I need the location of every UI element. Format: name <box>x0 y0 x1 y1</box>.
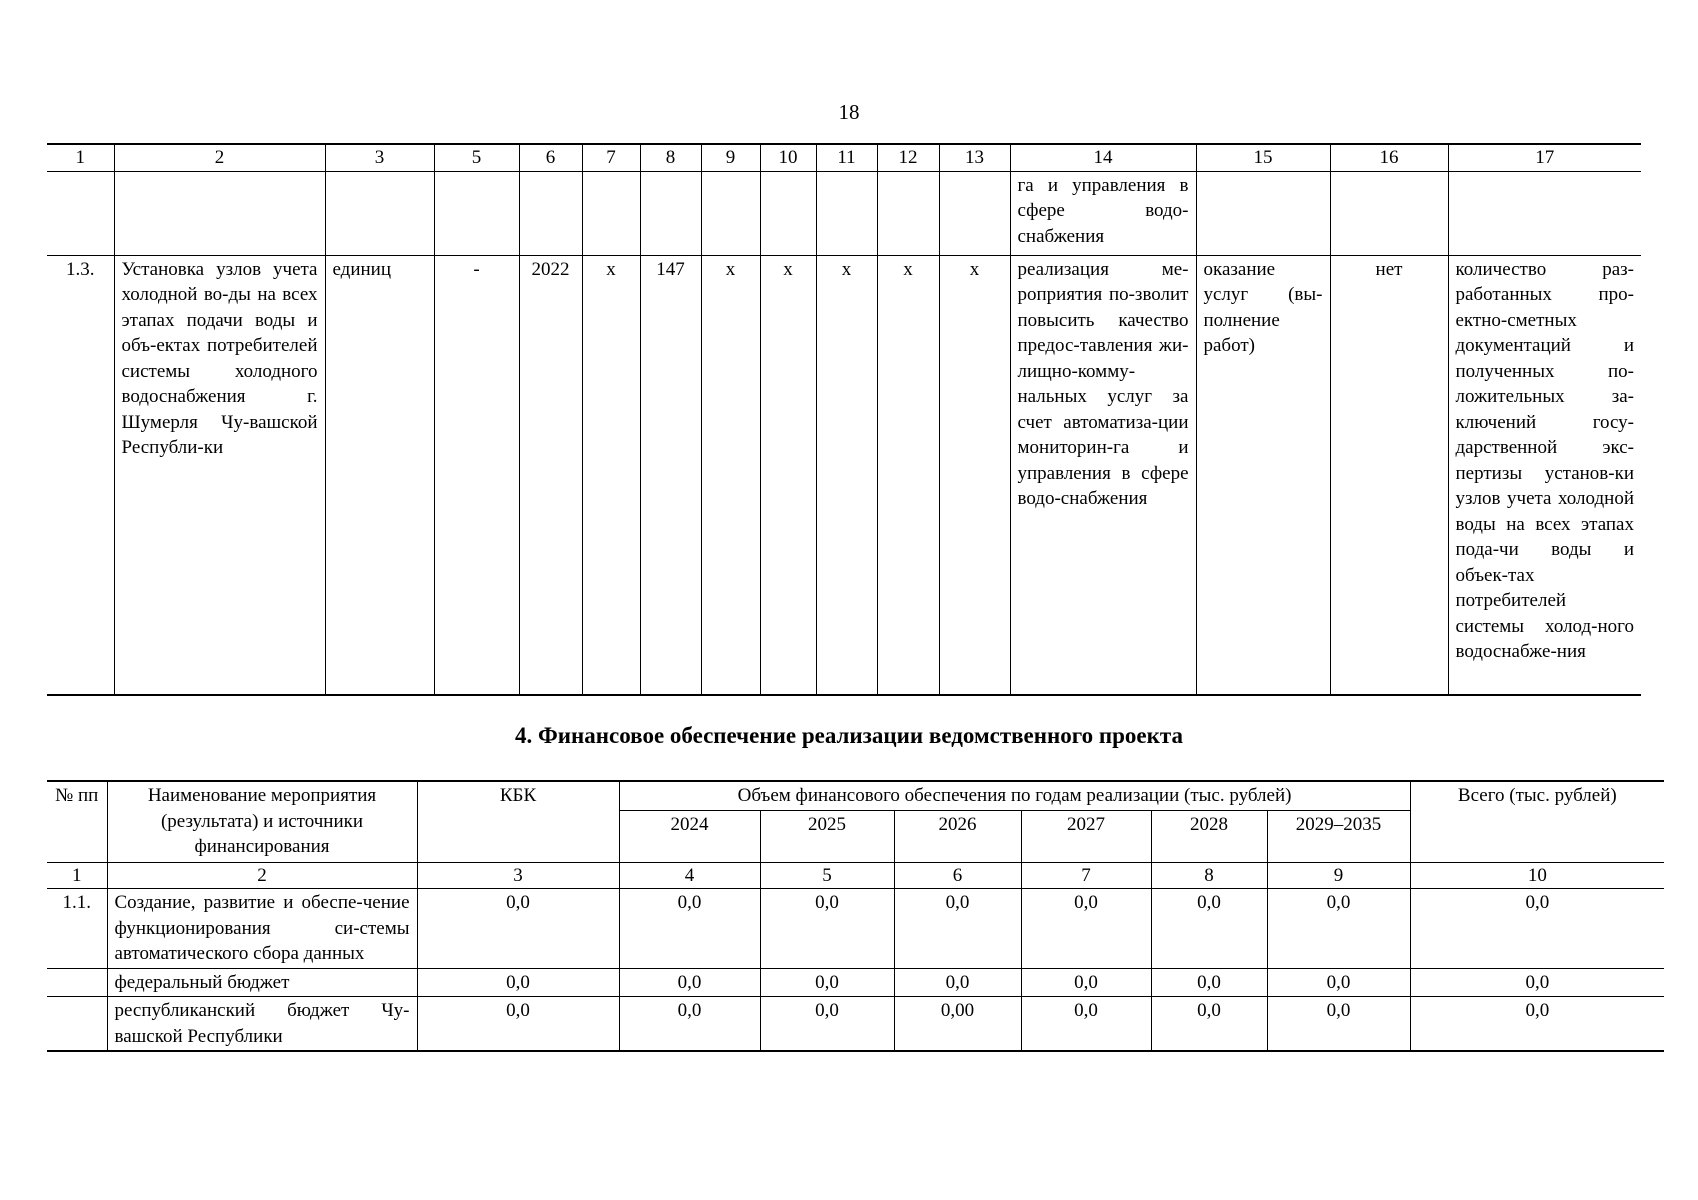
table-row <box>47 255 1641 695</box>
column-number: 16 <box>1330 144 1448 171</box>
project-activities-table <box>47 143 1641 696</box>
column-number: 11 <box>816 144 877 171</box>
column-number: 6 <box>519 144 582 171</box>
column-number: 2 <box>107 862 417 889</box>
header-number: № пп <box>47 781 107 862</box>
value-cell: 0,0 <box>1021 997 1151 1052</box>
value-cell: 0,0 <box>894 968 1021 997</box>
column-number: 1 <box>47 144 114 171</box>
value-cell: 0,00 <box>894 997 1021 1052</box>
year-header: 2028 <box>1151 810 1267 862</box>
value-cell: 0,0 <box>894 889 1021 969</box>
column-number: 7 <box>1021 862 1151 889</box>
cell-6: 2022 <box>519 255 582 695</box>
header-activity-name: Наименование мероприятия (результата) и источники финансирования <box>107 781 417 862</box>
funding-source: федеральный бюджет <box>107 968 417 997</box>
cell-8: 147 <box>640 255 701 695</box>
value-cell: 0,0 <box>1151 889 1267 969</box>
column-number: 14 <box>1010 144 1196 171</box>
header-total: Всего (тыс. рублей) <box>1410 781 1664 862</box>
column-number: 1 <box>47 862 107 889</box>
column-number: 17 <box>1448 144 1641 171</box>
column-number: 15 <box>1196 144 1330 171</box>
column-number: 3 <box>325 144 434 171</box>
column-number: 9 <box>701 144 760 171</box>
column-number: 3 <box>417 862 619 889</box>
value-cell: 0,0 <box>417 997 619 1052</box>
column-number: 10 <box>1410 862 1664 889</box>
value-cell: 0,0 <box>619 968 760 997</box>
table-row <box>47 997 1664 1052</box>
year-header: 2029–2035 <box>1267 810 1410 862</box>
value-cell: 0,0 <box>760 889 894 969</box>
expected-effect: реализация ме-роприятия по-зволит повысить качество предос-тавления жи-лищно-комму-нальных услуг за счет автоматиза-ции мониторин-га и управления в сфере водо-снабжения <box>1010 255 1196 695</box>
value-cell: 0,0 <box>1151 968 1267 997</box>
year-header: 2024 <box>619 810 760 862</box>
value-cell: 0,0 <box>1021 968 1151 997</box>
cell-5: - <box>434 255 519 695</box>
column-number: 10 <box>760 144 816 171</box>
cell-12: x <box>877 255 939 695</box>
row-number <box>47 968 107 997</box>
value-cell: 0,0 <box>1267 997 1410 1052</box>
cell-9: x <box>701 255 760 695</box>
table-row <box>47 968 1664 997</box>
value-cell: 0,0 <box>1021 889 1151 969</box>
continuation-row <box>47 171 1641 255</box>
page-number: 18 <box>838 100 860 124</box>
column-number: 4 <box>619 862 760 889</box>
value-cell: 0,0 <box>1410 997 1664 1052</box>
column-number: 5 <box>760 862 894 889</box>
column-number: 12 <box>877 144 939 171</box>
value-cell: 0,0 <box>760 968 894 997</box>
result-characteristic: количество раз-работанных про-ектно-сметных документаций и полученных по-ложительных за-ключений госу-дарственной экс-пертизы установ-ки узлов учета холодной воды на всех этапах пода-чи воды и объек-тах потребителей системы холод-ного водоснабже-ния <box>1448 255 1641 695</box>
value-cell: 0,0 <box>1151 997 1267 1052</box>
cell-16: нет <box>1330 255 1448 695</box>
year-header: 2026 <box>894 810 1021 862</box>
value-cell: 0,0 <box>1410 889 1664 969</box>
expected-effect-continued: га и управления в сфере водо-снабжения <box>1010 171 1196 255</box>
unit-cell: единиц <box>325 255 434 695</box>
value-cell: 0,0 <box>619 889 760 969</box>
value-cell: 0,0 <box>1267 889 1410 969</box>
column-number: 2 <box>114 144 325 171</box>
row-number <box>47 997 107 1052</box>
value-cell: 0,0 <box>619 997 760 1052</box>
column-number: 9 <box>1267 862 1410 889</box>
cell-7: x <box>582 255 640 695</box>
column-number-row <box>47 144 1641 171</box>
activity-name: Создание, развитие и обеспе-чение функционирования си-стемы автоматического сбора данных <box>107 889 417 969</box>
header-kbk: КБК <box>417 781 619 862</box>
header-volume: Объем финансового обеспечения по годам реализации (тыс. рублей) <box>619 781 1410 810</box>
section-title: 4. Финансовое обеспечение реализации ведомственного проекта <box>515 723 1183 748</box>
value-cell: 0,0 <box>417 889 619 969</box>
cell-10: x <box>760 255 816 695</box>
activity-name: Установка узлов учета холодной во-ды на всех этапах подачи воды и объ-ектах потребителей системы холодного водоснабжения г. Шумерля Чу-вашской Республи-ки <box>114 255 325 695</box>
value-cell: 0,0 <box>1267 968 1410 997</box>
column-number: 6 <box>894 862 1021 889</box>
column-number: 8 <box>640 144 701 171</box>
value-cell: 0,0 <box>417 968 619 997</box>
row-number: 1.3. <box>47 255 114 695</box>
value-cell: 0,0 <box>760 997 894 1052</box>
header-row <box>47 781 1664 810</box>
column-number: 5 <box>434 144 519 171</box>
column-number-row <box>47 862 1664 889</box>
funding-source: республиканский бюджет Чу-вашской Республики <box>107 997 417 1052</box>
row-number: 1.1. <box>47 889 107 969</box>
column-number: 8 <box>1151 862 1267 889</box>
result-type: оказание услуг (вы-полнение работ) <box>1196 255 1330 695</box>
column-number: 13 <box>939 144 1010 171</box>
financing-table <box>47 780 1664 1052</box>
cell-13: x <box>939 255 1010 695</box>
cell-11: x <box>816 255 877 695</box>
table-row <box>47 889 1664 969</box>
year-header: 2027 <box>1021 810 1151 862</box>
year-header: 2025 <box>760 810 894 862</box>
value-cell: 0,0 <box>1410 968 1664 997</box>
column-number: 7 <box>582 144 640 171</box>
